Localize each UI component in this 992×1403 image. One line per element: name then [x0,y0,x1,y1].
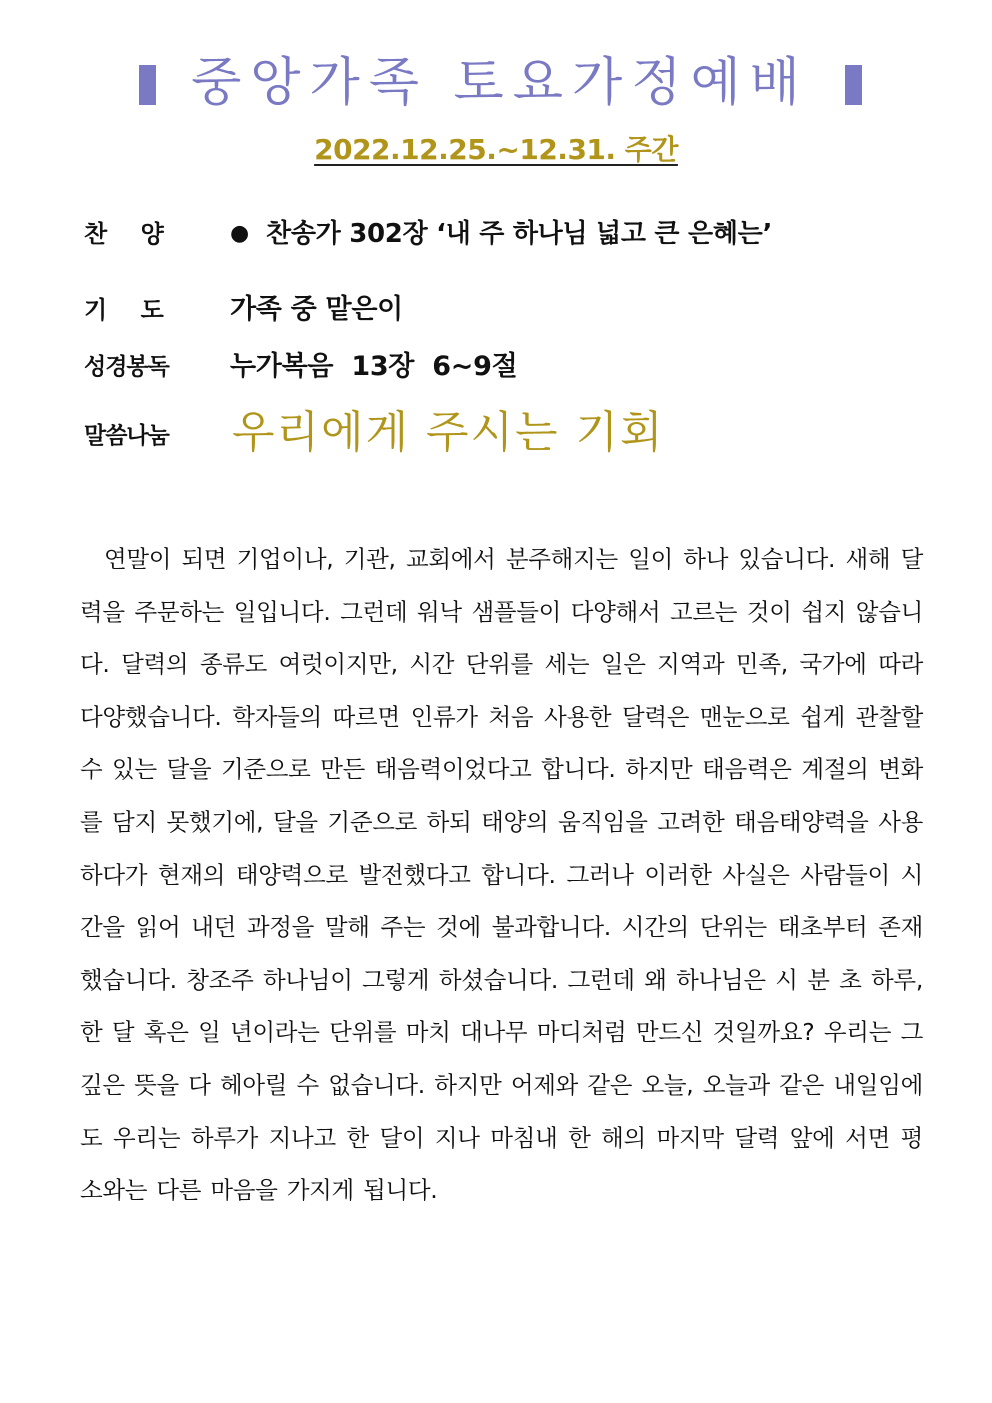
left-title-bar-decoration [139,65,156,105]
reading-value: 누가복음 13장 6~9절 [230,351,518,382]
reading-label: 성경봉독 [84,354,169,380]
hymn-label: 찬 양 [84,220,164,248]
prayer-value: 가족 중 맡은이 [230,294,403,325]
bullet-icon: ● [230,221,250,246]
hymn-value: 찬송가 302장 ‘내 주 하나님 넓고 큰 은혜는’ [266,219,773,249]
page-title: 중앙가족 토요가정예배 [191,53,809,113]
title-row [0,48,992,118]
date-range: 2022.12.25.~12.31. 주간 [314,133,678,166]
prayer-label: 기 도 [84,296,164,324]
sermon-title: 우리에게 주시는 기회 [232,407,665,458]
reading-row [84,343,924,391]
prayer-row [84,286,924,334]
sermon-row [84,407,924,460]
right-title-bar-decoration [845,65,862,105]
sermon-label: 말씀나눔 [84,423,169,449]
sermon-body-paragraph: 연말이 되면 기업이나, 기관, 교회에서 분주해지는 일이 하나 있습니다. 새해 달력을 주문하는 일입니다. 그런데 워낙 샘플들이 다양해서 고르는 것이 쉽지 않습니다. 달력의 종류도 여럿이지만, 시간 단위를 세는 일은 지역과 민족, 국가에 따라 다양했습니다. 학자들의 따르면 인류가 처음 사용한 달력은 맨눈으로 쉽게 관찰할 수 있는 달을 기준으로 만든 태음력이었다고 합니다. 하지만 태음력은 계절의 변화를 담지 못했기에, 달을 기준으로 하되 태양의 움직임을 고려한 태음태양력을 사용하다가 현재의 태양력으로 발전했다고 합니다. 그러나 이러한 사실은 사람들이 시간을 읽어 내던 과정을 말해 주는 것에 불과합니다. 시간의 단위는 태초부터 존재했습니다. 창조주 하나님이 그렇게 하셨습니다. 그런데 왜 하나님은 시 분 초 하루, 한 달 혹은 일 년이라는 단위를 마치 대나무 마디처럼 만드신 것일까요? 우리는 그 깊은 뜻을 다 헤아릴 수 없습니다. 하지만 어제와 같은 오늘, 오늘과 같은 내일임에도 우리는 하루가 지나고 한 달이 지나 마침내 한 해의 마지막 달력 앞에 서면 평소와는 다른 마음을 가지게 됩니다. [80,545,923,1205]
hymn-row [84,210,924,258]
